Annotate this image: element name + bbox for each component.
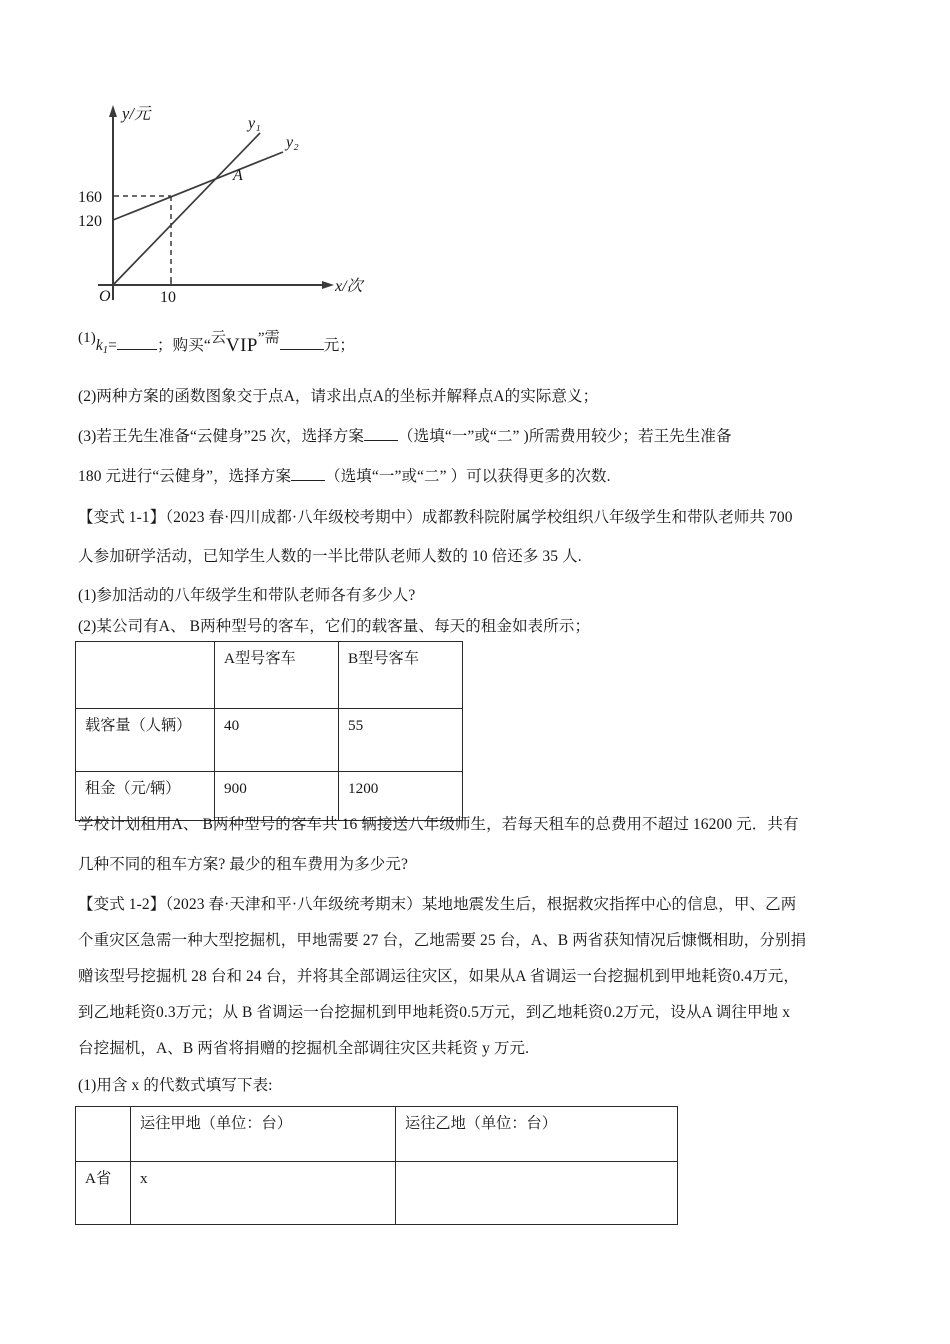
x-axis-label: x/次 <box>335 278 363 295</box>
table-cell-empty-corner <box>76 642 215 709</box>
graph-svg <box>78 95 408 310</box>
table-row <box>76 709 463 772</box>
y-tick-label-160: 160 <box>78 189 102 206</box>
y-axis-arrow <box>109 105 117 117</box>
variant-1-1-sub-question-1: (1)参加活动的八年级学生和带队老师各有多少人? <box>78 587 416 604</box>
answer-blank-plan-1[interactable] <box>364 440 398 441</box>
table-cell-a-to-jia[interactable]: x <box>131 1162 396 1225</box>
table-row <box>76 772 463 821</box>
table-header-to-jia: 运往甲地（单位：台） <box>131 1107 396 1162</box>
table-cell-capacity-a: 40 <box>215 709 339 772</box>
line-y1 <box>113 133 260 285</box>
table-header-type-a: A型号客车 <box>215 642 339 709</box>
table-row-label-province-a: A省 <box>76 1162 131 1225</box>
answer-blank-price[interactable] <box>280 349 324 350</box>
variant-1-2-line-1: 【变式 1-2】（2023 春·天津和平·八年级统考期末）某地地震发生后，根据救灾指挥中心的信息，甲、乙两 <box>78 896 797 913</box>
variant-1-1-after-table-line-2: 几种不同的租车方案? 最少的租车费用为多少元? <box>78 856 408 873</box>
variant-1-2-line-4: 到乙地耗资0.3万元；从 B 省调运一台挖掘机到甲地耗资0.5万元，到乙地耗资0.2万元，设从A 调往甲地 x <box>78 1004 791 1021</box>
table-cell-rent-b: 1200 <box>339 772 463 821</box>
need-text: ”需 <box>257 330 280 346</box>
k-symbol: k <box>95 336 103 354</box>
question-1-number: (1) <box>78 330 96 346</box>
curve-label-y1: y₁ <box>248 115 261 132</box>
question-2-line: (2)两种方案的函数图象交于点A，请求出点A的坐标并解释点A的实际意义； <box>78 388 599 405</box>
x-tick-label-10: 10 <box>160 289 176 306</box>
answer-blank-k1[interactable] <box>117 349 157 350</box>
origin-label: O <box>99 288 111 305</box>
variant-1-1-line-1: 【变式 1-1】（2023 春·四川成都·八年级校考期中）成都教科院附属学校组织八年级学生和带队老师共 700 <box>78 509 793 526</box>
buy-text: 购买“ <box>172 336 211 354</box>
question-3-text-d: （选填“一”或“二” ）可以获得更多的次数. <box>325 468 611 485</box>
line-y2 <box>113 152 283 220</box>
question-3-text-b: （选填“一”或“二” )所需费用较少；若王先生准备 <box>398 428 732 445</box>
table-cell-capacity-b: 55 <box>339 709 463 772</box>
variant-1-1-sub-question-2: (2)某公司有A、 B两种型号的客车，它们的载客量、每天的租金如表所示； <box>78 618 591 635</box>
variant-1-2-line-2: 个重灾区急需一种大型挖掘机，甲地需要 27 台，乙地需要 25 台，A、B 两省获知情况后慷慨相助，分别捐 <box>78 932 807 949</box>
table-row-label-rent: 租金（元/辆） <box>76 772 215 821</box>
table-cell-empty-corner-2 <box>76 1107 131 1162</box>
table-row <box>76 642 463 709</box>
cloud-char: 云 <box>210 330 226 346</box>
question-3-text-a: (3)若王先生准备“云健身”25 次，选择方案 <box>78 428 365 445</box>
y-axis-label: y/元 <box>122 104 151 123</box>
semicolon-1: ； <box>157 336 173 354</box>
table-cell-rent-a: 900 <box>215 772 339 821</box>
dispatch-table <box>75 1106 678 1225</box>
question-3-line-1 <box>78 429 732 445</box>
table-header-type-b: B型号客车 <box>339 642 463 709</box>
question-1-line <box>78 331 355 356</box>
variant-1-1-after-table-line-1: 学校计划租用A、 B两种型号的客车共 16 辆接送八年级师生，若每天租车的总费用不超过 16200 元．共有 <box>78 816 799 833</box>
equals-sign: = <box>108 336 118 354</box>
question-3-text-c: 180 元进行“云健身”，选择方案 <box>78 468 292 485</box>
y-tick-label-120: 120 <box>78 213 102 230</box>
variant-1-2-sub-question-1: (1)用含 x 的代数式填写下表: <box>78 1077 273 1094</box>
vip-text: VIP <box>225 334 258 356</box>
answer-blank-plan-2[interactable] <box>291 480 325 481</box>
table-row <box>76 1162 678 1225</box>
variant-1-2-line-5: 台挖掘机，A、B 两省将捐赠的挖掘机全部调往灾区共耗资 y 万元. <box>78 1040 530 1057</box>
x-axis-arrow <box>322 281 334 289</box>
k-subscript: 1 <box>102 344 109 356</box>
yuan-text: 元； <box>323 336 355 354</box>
table-cell-a-to-yi[interactable] <box>396 1162 678 1225</box>
question-3-line-2 <box>78 469 611 485</box>
variant-1-2-line-3: 赠该型号挖掘机 28 台和 24 台，并将其全部调运往灾区，如果从A 省调运一台挖掘机到甲地耗资0.4万元， <box>78 968 799 985</box>
table-header-to-yi: 运往乙地（单位：台） <box>396 1107 678 1162</box>
curve-label-y2: y₂ <box>286 134 299 151</box>
table-row-label-capacity: 载客量（人辆） <box>76 709 215 772</box>
bus-type-table <box>75 641 463 821</box>
table-row <box>76 1107 678 1162</box>
coordinate-graph-figure <box>78 95 408 310</box>
variant-1-1-line-2: 人参加研学活动，已知学生人数的一半比带队老师人数的 10 倍还多 35 人. <box>78 548 582 565</box>
point-label-A: A <box>233 167 243 184</box>
